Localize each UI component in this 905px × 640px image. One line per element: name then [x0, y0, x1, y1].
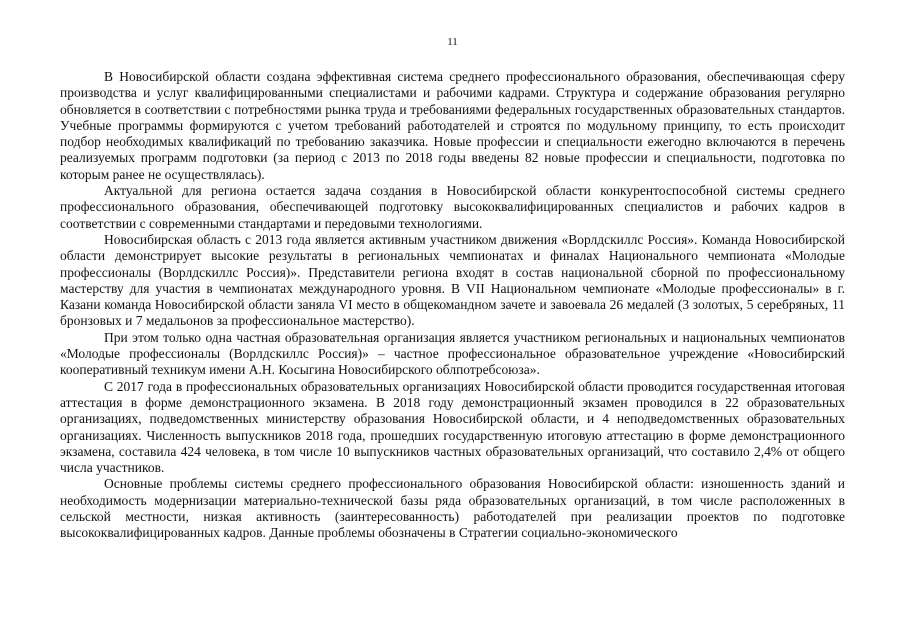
paragraph-demo-exam: С 2017 года в профессиональных образовательных организациях Новосибирской области проводится государственная итоговая аттестация в форме демонстрационного экзамена. В 2018 году демонстрационный экзамен проводился в 22 образовательных организациях, подведомственных министерству образования Новосибирской области, и 4 неподведомственных образовательных организациях. Численность выпускников 2018 года, прошедших государственную итоговую аттестацию в форме демонстрационного экзамена, составила 424 человека, в том числе 10 выпускников частных образовательных организаций, что составило 2,4% от общего числа участников. [60, 378, 845, 476]
page-number: 11 [447, 36, 458, 48]
paragraph-main-problems: Основные проблемы системы среднего профессионального образования Новосибирской области: изношенность зданий и необходимость модернизации материально-технической базы ряда образовательных организаций, в том числе расположенных в сельской местности, низкая активность (заинтересованность) работодателей при реализации проектов по подготовке высококвалифицированных кадров. Данные проблемы обозначены в Стратегии социально-экономического [60, 476, 845, 541]
paragraph-private-organization: При этом только одна частная образовательная организация является участником региональных и национальных чемпионатов «Молодые профессионалы (Ворлдскиллс Россия)» – частное профессиональное образовательное учреждение «Новосибирский кооперативный техникум имени А.Н. Косыгина Новосибирского облпотребсоюза». [60, 329, 845, 378]
paragraph-worldskills: Новосибирская область с 2013 года является активным участником движения «Ворлдскиллс Россия». Команда Новосибирской области демонстрирует высокие результаты в региональных чемпионатах и финалах Национального чемпионата «Молодые профессионалы (Ворлдскиллс Россия)». Представители региона входят в состав национальной сборной по профессиональному мастерству для участия в чемпионатах международного уровня. В VII Национальном чемпионате «Молодые профессионалы» в г. Казани команда Новосибирской области заняла VI место в общекомандном зачете и завоевала 26 медалей (3 золотых, 5 серебряных, 11 бронзовых и 7 медальонов за профессиональное мастерство). [60, 231, 845, 329]
body-text [60, 69, 845, 542]
paragraph-education-system: В Новосибирской области создана эффективная система среднего профессионального образования, обеспечивающая сферу производства и услуг квалифицированными специалистами и рабочими кадрами. Структура и содержание образования регулярно обновляется в соответствии с потребностями рынка труда и требованиями федеральных государственных образовательных стандартов. Учебные программы формируются с учетом требований работодателей и строятся по модульному принципу, то есть происходит подбор необходимых квалификаций по требованию заказчика. Новые профессии и специальности ежегодно включаются в перечень реализуемых программ подготовки (за период с 2013 по 2018 годы введены 82 новые профессии и специальности, подготовка по которым ранее не осуществлялась). [60, 69, 845, 182]
paragraph-regional-task: Актуальной для региона остается задача создания в Новосибирской области конкурентоспособной системы среднего профессионального образования, обеспечивающей подготовку высококвалифицированных специалистов и рабочих кадров в соответствии с современными стандартами и передовыми технологиями. [60, 183, 845, 231]
